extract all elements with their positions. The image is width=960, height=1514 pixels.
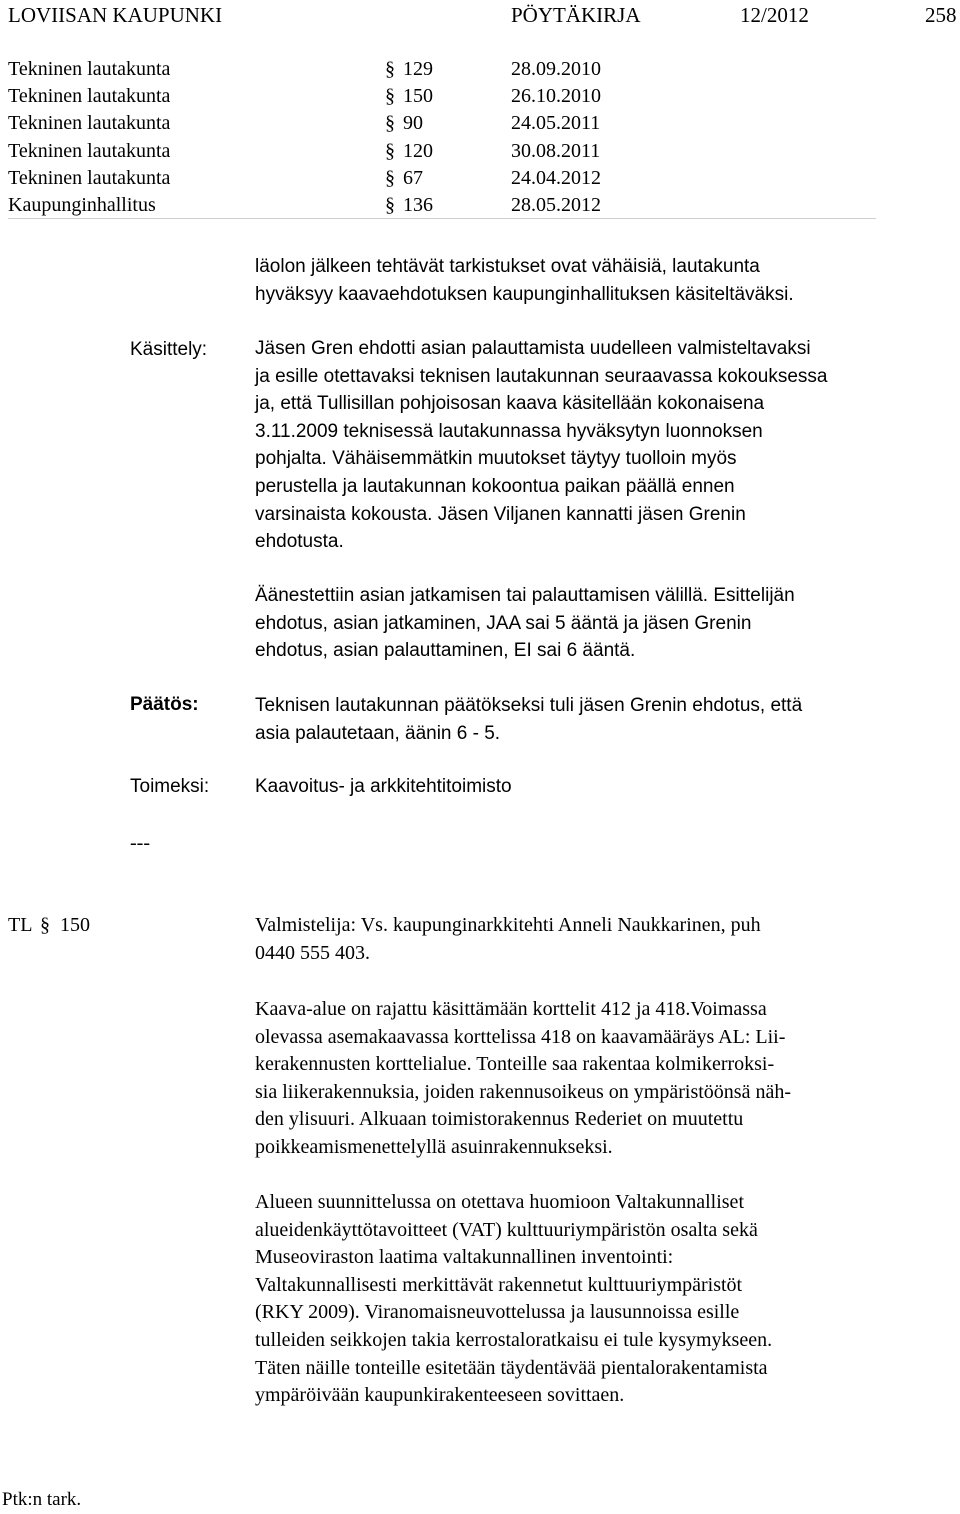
text-line: Alueen suunnittelussa on otettava huomioon Valtakunnalliset (255, 1191, 744, 1213)
reference-number: 150 (403, 85, 433, 107)
text-line: kerakennusten korttelialue. Tonteille saa rakentaa kolmikerroksi- (255, 1053, 775, 1076)
footer-text: Ptk:n tark. (2, 1489, 82, 1510)
document-type: PÖYTÄKIRJA (511, 3, 641, 27)
text-line: sia liikerakennuksia, joiden rakennusoikeus on ympäristöönsä näh- (255, 1080, 791, 1103)
reference-number: 67 (403, 167, 423, 189)
separator: --- (130, 832, 150, 854)
text-line: ympäröivään kaupunkirakenteeseen sovittaen. (255, 1384, 625, 1407)
paatos-label: Päätös: (130, 694, 199, 715)
text-line: asia palautetaan, äänin 6 - 5. (255, 722, 501, 744)
section-sign: § (385, 167, 395, 189)
section-sign: § (385, 140, 395, 162)
reference-number: 129 (403, 58, 433, 80)
alueen-paragraph (255, 1189, 895, 1410)
text-line: Valtakunnallisesti merkittävät rakennetut kulttuuriympäristöt (255, 1273, 743, 1296)
text-line: (RKY 2009). Viranomaisneuvottelussa ja lausunnoissa esille (255, 1301, 740, 1324)
reference-date: 26.10.2010 (511, 85, 601, 107)
reference-body: Tekninen lautakunta (8, 58, 171, 80)
text-line: Kaava-alue on rajattu käsittämään korttelit 412 ja 418.Voimassa (255, 998, 767, 1020)
text-line: ehdotus, asian palauttaminen, EI sai 6 ääntä. (255, 640, 636, 662)
reference-body: Tekninen lautakunta (8, 85, 171, 107)
text-line: varsinaista kokousta. Jäsen Viljanen kannatti jäsen Grenin (255, 503, 746, 525)
voting-paragraph (255, 582, 895, 665)
city-name: LOVIISAN KAUPUNKI (8, 3, 223, 27)
tl-number: 150 (60, 914, 90, 936)
reference-body: Kaupunginhallitus (8, 194, 156, 216)
reference-divider (8, 218, 876, 219)
text-line: perustella ja lautakunnan kokoontua paikan päällä ennen (255, 475, 735, 497)
reference-number: 90 (403, 112, 423, 134)
kaava-alue-paragraph (255, 996, 895, 1162)
text-line: Teknisen lautakunnan päätökseksi tuli jäsen Grenin ehdotus, että (255, 695, 803, 716)
reference-body: Tekninen lautakunta (8, 167, 171, 189)
intro-paragraph (255, 253, 895, 308)
toimeksi-label: Toimeksi: (130, 776, 210, 797)
text-line: den ylisuuri. Alkuaan toimistorakennus Rederiet on muutettu (255, 1108, 744, 1131)
text-line: hyväksyy kaavaehdotuksen kaupunginhallituksen käsiteltäväksi. (255, 283, 794, 305)
kasittely-paragraph (255, 335, 895, 556)
text-line: ja, että Tullisillan pohjoisosan kaava käsitellään kokonaisena (255, 393, 765, 415)
section-sign: § (385, 194, 395, 216)
reference-body: Tekninen lautakunta (8, 112, 171, 134)
text-line: ja esille otettavaksi teknisen lautakunnan seuraavassa kokouksessa (255, 365, 828, 387)
section-sign: § (40, 914, 50, 936)
reference-date: 24.04.2012 (511, 167, 601, 189)
section-sign: § (385, 85, 395, 107)
text-line: poikkeamismenettelyllä asuinrakennukseksi. (255, 1135, 613, 1158)
text-line: Jäsen Gren ehdotti asian palauttamista uudelleen valmisteltavaksi (255, 338, 811, 359)
reference-number: 136 (403, 194, 433, 216)
text-line: pohjalta. Vähäisemmätkin muutokset täytyy tuolloin myös (255, 448, 737, 470)
text-line: 0440 555 403. (255, 941, 370, 964)
page-number: 258 (925, 3, 957, 27)
text-line: ehdotusta. (255, 531, 344, 553)
text-line: alueidenkäyttötavoitteet (VAT) kulttuuriympäristön osalta sekä (255, 1218, 758, 1241)
reference-date: 28.05.2012 (511, 194, 601, 216)
reference-body: Tekninen lautakunta (8, 140, 171, 162)
reference-number: 120 (403, 140, 433, 162)
kasittely-label: Käsittely: (130, 339, 208, 360)
text-line: Täten näille tonteille esitetään täydentävää pientalorakentamista (255, 1356, 768, 1379)
text-line: Valmistelija: Vs. kaupunginarkkitehti Anneli Naukkarinen, puh (255, 914, 761, 936)
text-line: ehdotus, asian jatkaminen, JAA sai 5 ääntä ja jäsen Grenin (255, 612, 752, 634)
issue-number: 12/2012 (740, 3, 809, 27)
section-sign: § (385, 58, 395, 80)
text-line: tulleiden seikkojen takia kerrostaloratkaisu ei tule kysymykseen. (255, 1328, 773, 1351)
text-line: olevassa asemakaavassa korttelissa 418 on kaavamääräys AL: Lii- (255, 1025, 786, 1048)
text-line: läolon jälkeen tehtävät tarkistukset ovat vähäisiä, lautakunta (255, 256, 760, 277)
text-line: Museoviraston laatima valtakunnallinen inventointi: (255, 1246, 674, 1269)
tl-label: TL (8, 914, 33, 936)
text-line: Äänestettiin asian jatkamisen tai palauttamisen välillä. Esittelijän (255, 585, 795, 606)
reference-date: 28.09.2010 (511, 58, 601, 80)
section-sign: § (385, 112, 395, 134)
reference-date: 30.08.2011 (511, 140, 601, 162)
text-line: 3.11.2009 teknisessä lautakunnassa hyväksytyn luonnoksen (255, 420, 763, 442)
reference-date: 24.05.2011 (511, 112, 601, 134)
valmistelija-paragraph (255, 912, 895, 967)
paatos-paragraph (255, 692, 895, 747)
toimeksi-value: Kaavoitus- ja arkkitehtitoimisto (255, 776, 512, 797)
